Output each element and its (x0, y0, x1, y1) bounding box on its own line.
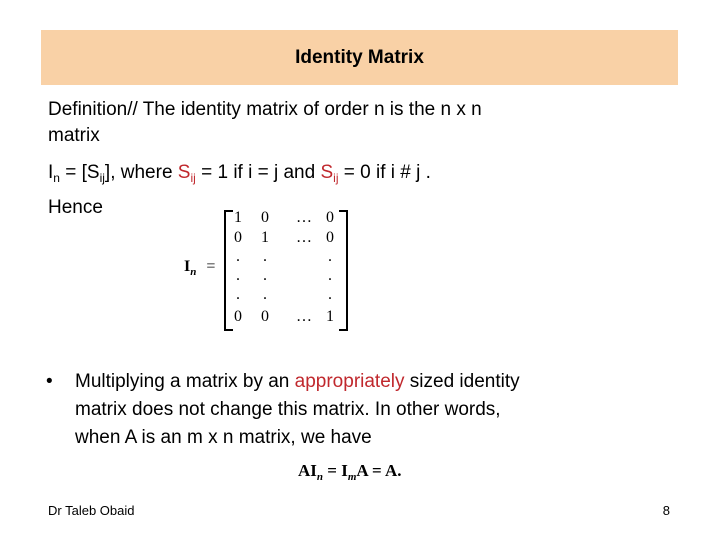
matrix-label-symbol: I (184, 258, 191, 275)
matrix-cell: 0 (234, 308, 242, 325)
definition-line-1: Definition// The identity matrix of order n is the n x n (48, 99, 482, 120)
equation-sub-2: m (347, 471, 357, 483)
identity-symbol: I (48, 162, 54, 183)
equation-part-2: = I (323, 461, 348, 480)
matrix-cell: 1 (234, 209, 242, 226)
bracket-open-text: = [S (59, 162, 100, 183)
condition-s2: S (320, 162, 334, 183)
matrix-cell: . (328, 286, 332, 303)
matrix-cell: 1 (326, 308, 334, 325)
footer-author: Dr Taleb Obaid (48, 503, 135, 518)
and-text: and (278, 162, 321, 183)
matrix-cell: 0 (326, 209, 334, 226)
matrix-label-subscript: n (190, 266, 197, 278)
matrix-equals: = (206, 258, 216, 275)
bullet-line-3: when A is an m x n matrix, we have (75, 427, 372, 448)
condition-s1: S (177, 162, 191, 183)
matrix-cell: . (328, 267, 332, 284)
bullet-line-1 (75, 368, 520, 396)
matrix-cell: 0 (234, 229, 242, 246)
matrix-cell: 0 (261, 209, 269, 226)
condition-s1-rest: = 1 if i = j (195, 162, 279, 183)
matrix-right-bracket (339, 210, 348, 331)
equation-part-3: A = A. (356, 461, 402, 480)
matrix-cell: 0 (326, 229, 334, 246)
bullet-dot-icon: • (46, 371, 53, 392)
bullet-line-1-end: sized identity (404, 371, 520, 392)
matrix-cell: … (296, 209, 312, 226)
where-text: ], where (104, 162, 178, 183)
bullet-highlight: appropriately (294, 371, 405, 392)
matrix-cell: … (296, 308, 312, 325)
condition-s1-subscript: ij (190, 171, 196, 185)
matrix-cell: . (263, 248, 267, 265)
matrix-cell: . (263, 286, 267, 303)
condition-s2-subscript: ij (333, 171, 339, 185)
equation-sub-1: n (316, 471, 324, 483)
matrix-cell: . (236, 267, 240, 284)
equation (298, 461, 402, 481)
matrix-label (184, 258, 215, 276)
page-number: 8 (662, 503, 670, 518)
matrix-cell: … (296, 229, 312, 246)
matrix-cell: . (236, 286, 240, 303)
matrix-cell: . (263, 267, 267, 284)
line-end: . (420, 162, 431, 183)
matrix-cell: . (236, 248, 240, 265)
bullet-line-1-start: Multiplying a matrix by an (75, 371, 295, 392)
matrix-cell: 0 (261, 308, 269, 325)
hence-text: Hence (48, 197, 103, 218)
slide-title-bar (41, 30, 678, 85)
bullet-line-2: matrix does not change this matrix. In other words, (75, 399, 501, 420)
matrix-cell: . (328, 248, 332, 265)
identity-subscript: n (53, 171, 60, 185)
equation-part-1: AI (298, 461, 317, 480)
matrix-cell: 1 (261, 229, 269, 246)
definition-formula-line (48, 160, 431, 186)
definition-line-2: matrix (48, 125, 100, 146)
slide-title: Identity Matrix (295, 46, 424, 68)
condition-s2-rest: = 0 if i # j (338, 162, 421, 183)
ij-subscript: ij (99, 171, 105, 185)
